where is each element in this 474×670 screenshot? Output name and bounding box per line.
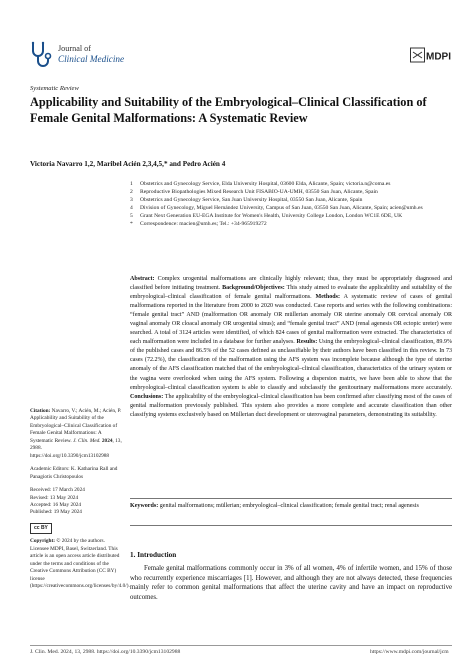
academic-editors: Academic Editors: K. Katharina Rall and Panagiotis Christopoulos <box>30 466 118 480</box>
journal-name: Clinical Medicine <box>58 54 125 64</box>
affiliation-item: 5 Grant Next Generation EU-EGA Institute for Women's Health, University College London, London WC1E 6DE, UK <box>130 212 403 219</box>
footer-journal-link[interactable]: https://www.mdpi.com/journal/jcm <box>370 649 449 655</box>
copyright: Copyright: © 2024 by the authors. Licensee MDPI, Basel, Switzerland. This article is an open access article distributed under the terms and conditions of the Creative Commons Attribution (CC BY) license (https://creativecommons.org/licenses/by/4.0/). <box>30 538 130 590</box>
mdpi-logo[interactable] <box>410 47 451 63</box>
divider <box>130 498 452 499</box>
history-dates: Received: 17 March 2024 Revised: 13 May 2024 Accepted: 16 May 2024 Published: 19 May 2024 <box>30 487 85 516</box>
affiliation-item: 4 Division of Gynecology, Miguel Hernández University, Campus of San Juan, 03550 San Juan, Alicante, Spain; acien@umh.es <box>130 204 423 211</box>
affiliation-item: 2 Reproductive Biopathologies Mixed Research Unit FISABIO-UA-UMH, 03550 San Juan, Alicante, Spain <box>130 188 378 195</box>
footer-divider <box>30 645 452 646</box>
citation: Citation: Navarro, V.; Acién, M.; Acién, P. Applicability and Suitability of the Embryological–Clinical Classification of Female Genital Malformations: A Systematic Review. J. Clin. Med. 2024, 13, 2988. https://doi.org/10.3390/jcm13102988 <box>30 408 122 459</box>
correspondence: * Correspondence: macien@umh.es; Tel.: +34-965919272 <box>130 220 267 227</box>
affiliations <box>130 181 450 228</box>
article-info-sidebar <box>30 408 130 597</box>
section-heading: 1. Introduction <box>130 551 177 559</box>
introduction-text: Female genital malformations commonly occur in 3% of all women, 4% of infertile women, and 15% of those who recurrently experience miscarriages [1]. However, and although they are not always detected, these frequencies mainly refer to common genital malformations that affect the uterine cavity and have an impact on reproductive outcomes. <box>130 565 452 601</box>
article-type: Systematic Review <box>30 85 79 92</box>
authors: Victoria Navarro 1,2, Maribel Acién 2,3,4,5,* and Pedro Acién 4 <box>30 160 226 168</box>
keywords: Keywords: genital malformations; müllerian; embryological–clinical classification; female genital tract; renal agenesis <box>130 503 419 509</box>
divider <box>130 525 452 526</box>
footer-citation[interactable]: J. Clin. Med. 2024, 13, 2988. https://doi.org/10.3390/jcm13102988 <box>30 649 181 655</box>
abstract: Abstract: Complex urogenital malformations are clinically highly relevant; thus, they must be appropriately diagnosed and classified before initiating treatment. Background/Objectives: This study aimed to evaluate the applicability and suitability of the embryological–clinical classification of female genital malformations. Methods: A systematic review of cases of genital malformations reported in the literature from 2000 to 2020 was conducted. Case reports and series with the following combinations: “female genital tract” AND (malformation OR anomaly OR müllerian anomaly OR uterine anomaly OR cervical anomaly OR vaginal anomaly OR cloacal anomaly OR urogenital sinus); and “female genital tract” AND (renal agenesis OR ectopic ureter) were searched. A total of 3124 articles were identified, of which 824 cases of genital malformation were extracted. The characteristics of each malformation were included in a database for further analyses. Results: Using the embryological–clinical classification, 89.9% of the published cases and 86.5% of the 52 cases defined as unclassifiable by their authors have been classified in this review. In 73 cases (72.2%), the classification of the malformation using the AFS system was incomplete because although the type of uterine anomaly of the AFS classification matched that of the embryological–clinical classification, characteristics of the urinary system or the vagina were overlooked when using the AFS system. Following a dispersion matrix, we have been able to show that the embryological–clinical classification system is able to classify and subclassify the genitourinary malformations more accurately. Conclusions: The applicability of the embryological–clinical classification has been confirmed after classifying most of the cases of genital malformation previously published. This system also provides a more complete and accurate classification than other classifying systems exclusively based on Müllerian duct development or uterovaginal parameters, demonstrating its suitability. <box>130 276 453 418</box>
paper-title: Applicability and Suitability of the Embryological–Clinical Classification of Female Genital Malformations: A Systematic Review <box>30 95 427 125</box>
affiliation-item: 1 Obstetrics and Gynecology Service, Elda University Hospital, 03600 Elda, Alicante, Spain; victoria.n@coma.es <box>130 181 391 187</box>
journal-logo-icon <box>27 40 53 70</box>
svg-text:MDPI: MDPI <box>426 51 451 63</box>
affiliation-item: 3 Obstetrics and Gynecology Service, San Juan University Hospital, 03550 San Juan, Alicante, Spain <box>130 196 363 203</box>
cc-by-license-icon[interactable]: cc BY <box>30 523 52 534</box>
journal-of-label: Journal of <box>58 44 91 53</box>
